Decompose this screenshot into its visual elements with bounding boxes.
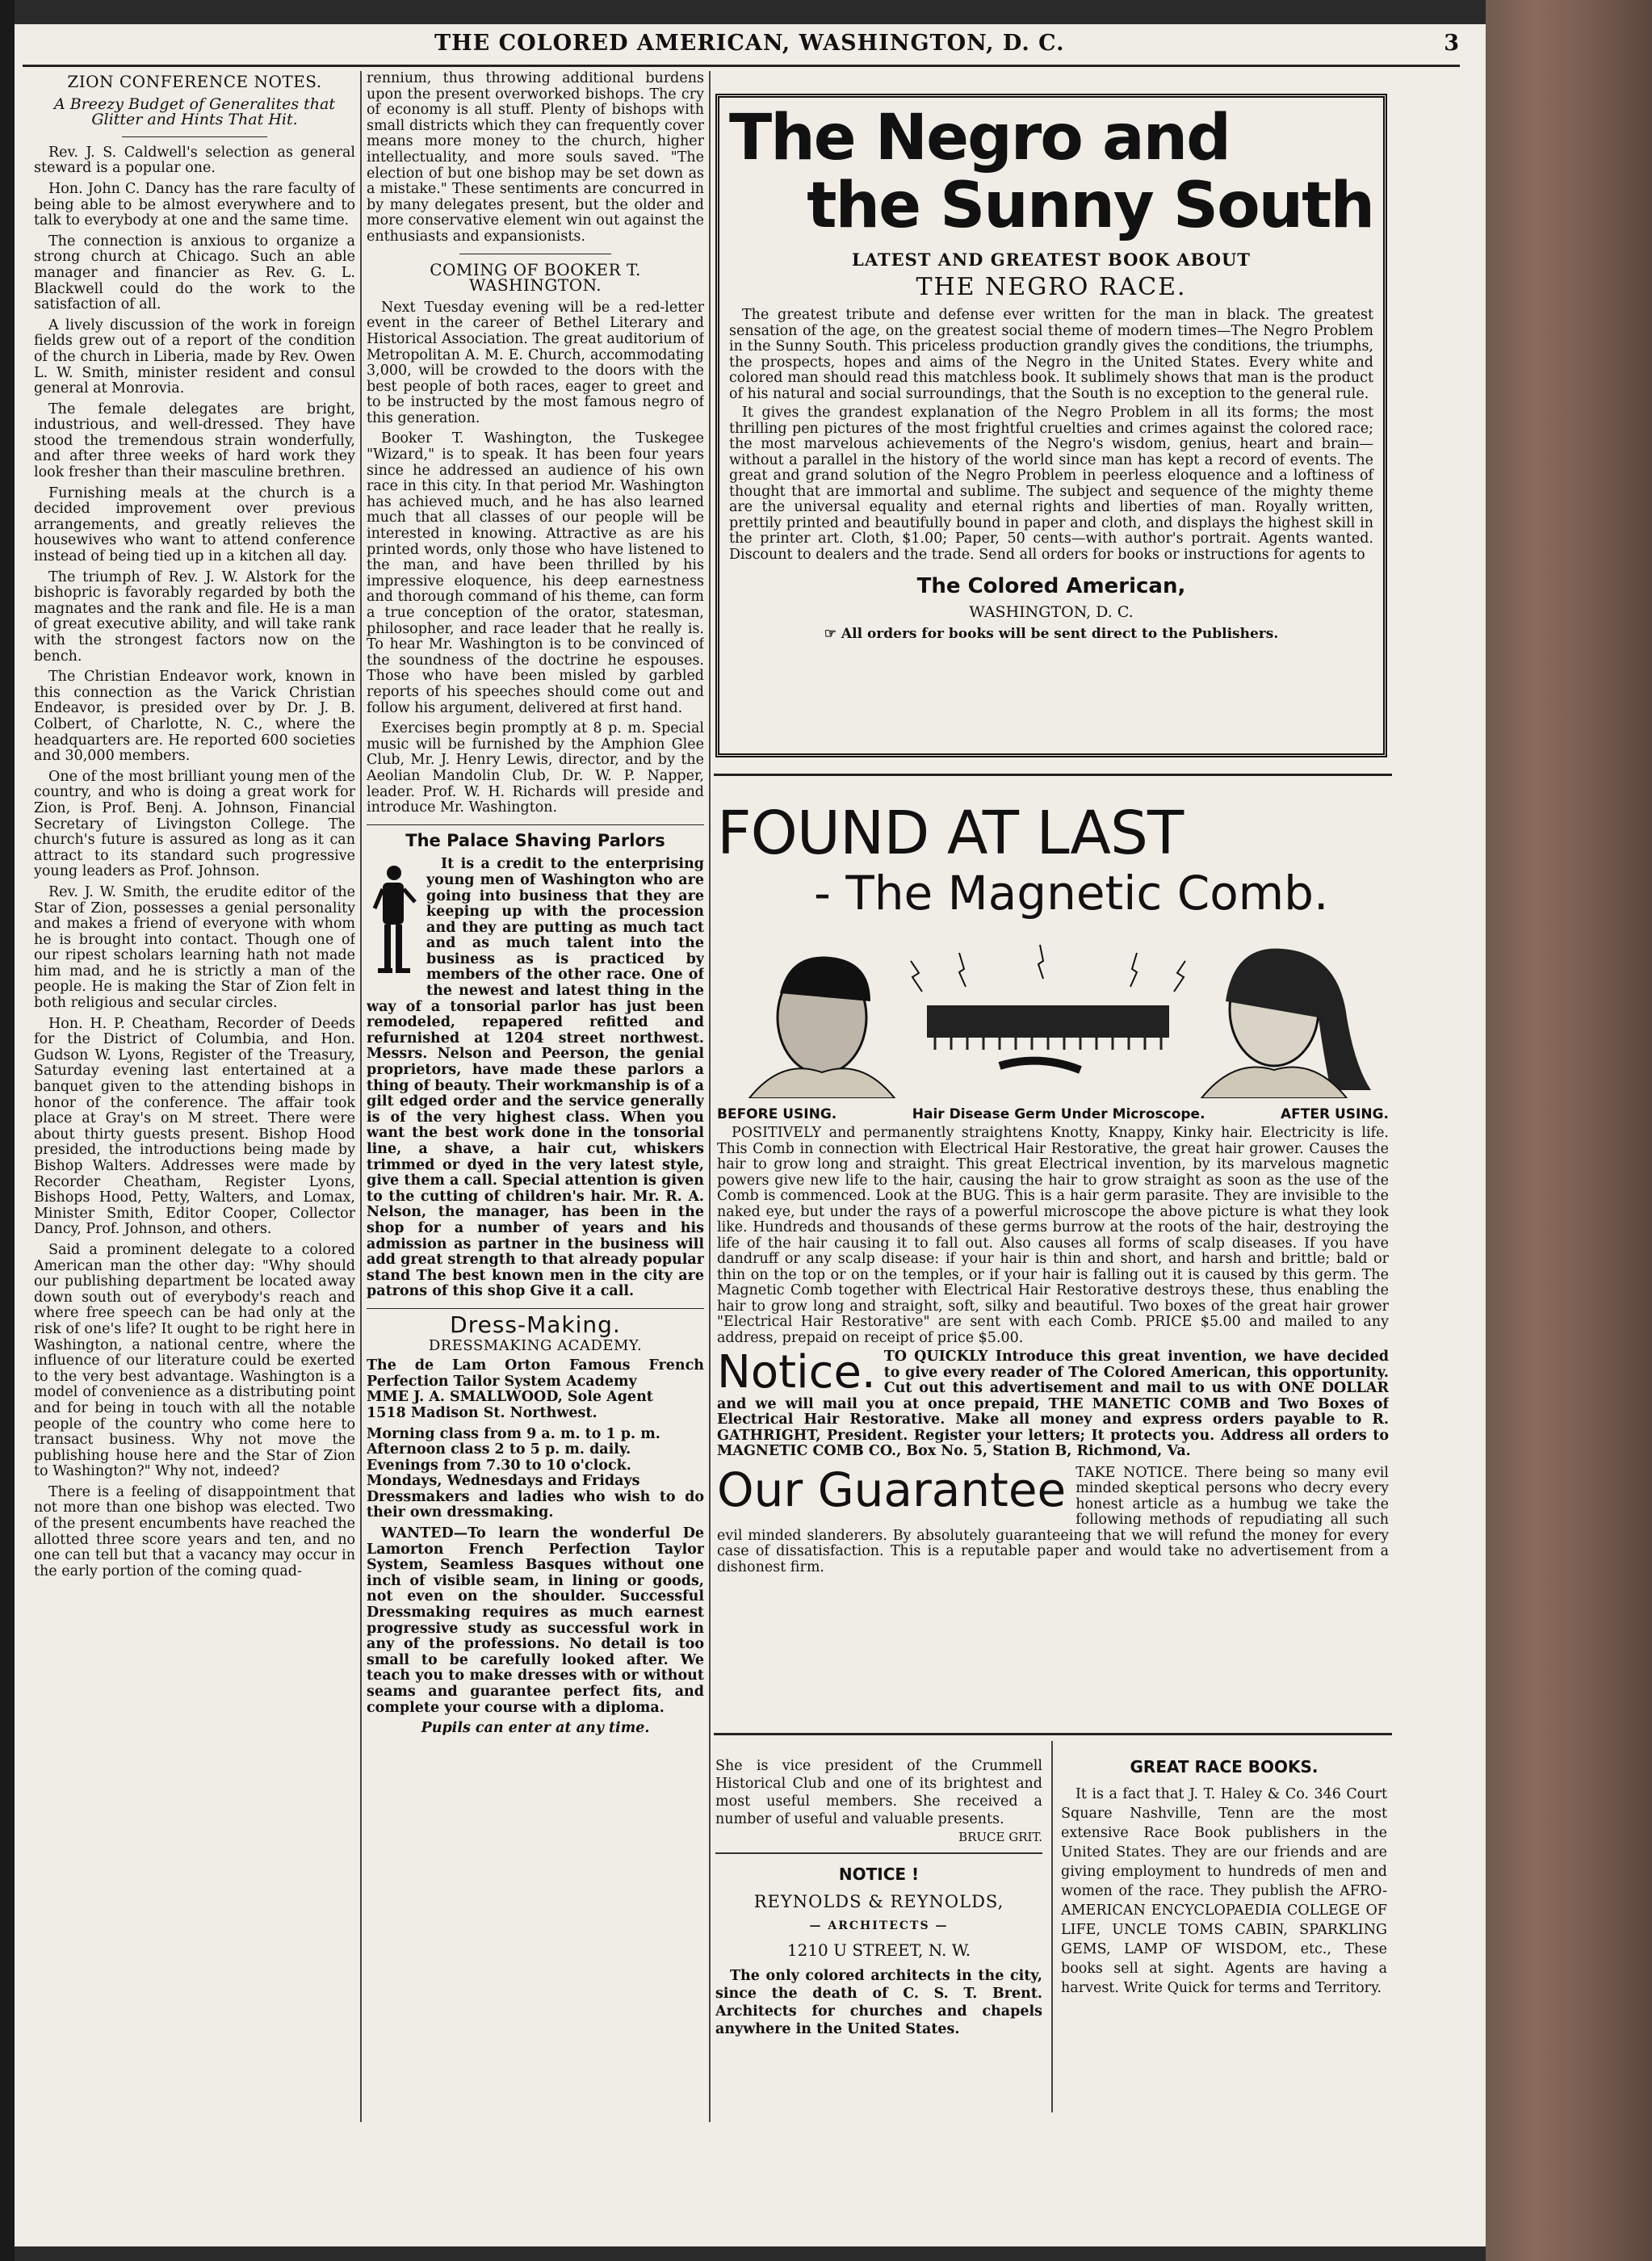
dress-line: 1518 Madison St. Northwest.	[367, 1404, 597, 1421]
booker-paragraph: Exercises begin promptly at 8 p. m. Special music will be furnished by the Amphion Glee Club, Mr. J. Henry Lewis, director, and by the Aeolian Mandolin Club, Dr. W. P. Napper, leader. Prof. W. H. Richards will preside and introduce Mr. Washington.	[367, 720, 704, 816]
comb-illustration	[717, 929, 1389, 1098]
zion-subtitle: A Breezy Budget of Generalites that Glitter and Hints That Hit.	[53, 94, 335, 129]
column-zion-notes	[34, 71, 355, 2122]
caption-before: BEFORE USING.	[717, 1106, 837, 1122]
book-city: WASHINGTON, D. C.	[969, 603, 1134, 621]
book-orders	[729, 626, 1373, 642]
dress-academy: DRESSMAKING ACADEMY.	[428, 1336, 643, 1354]
pointing-hand-icon: ☞	[824, 626, 841, 642]
firm-name: REYNOLDS & REYNOLDS,	[753, 1892, 1004, 1911]
separator	[367, 1308, 704, 1309]
masthead-header	[338, 31, 1460, 60]
comb-notice-block	[717, 1349, 1389, 1462]
notice-title: NOTICE !	[838, 1865, 920, 1884]
dress-line: The de Lam Orton Famous French Perfection Tailor System Academy	[367, 1357, 704, 1390]
dress-line: Mondays, Wednesdays and Fridays	[367, 1473, 640, 1490]
comb-captions	[717, 1106, 1389, 1122]
comb-title: - The Magnetic Comb.	[814, 866, 1329, 921]
page-number: 3	[1444, 31, 1460, 56]
zion-paragraph: Hon. H. P. Cheatham, Recorder of Deeds for the District of Columbia, and Hon. Gudson W. Lyons, Register of the Treasury, Saturday evening last entertained at a banquet given to the attending bishops in honor of the conference. The affair took place at Gray's on M street. There were about thirty guests present. Bishop Hood presided, the introductions being made by Bishop Walters. Addresses were made by Recorder Cheatham, Register Lyons, Bishops Hood, Petty, Walters, and Lomax, Minister Smith, Editor Cooper, Collector Dancy, Prof. Johnson, and others.	[34, 1015, 355, 1238]
column-rule	[360, 71, 362, 2122]
zion-title: ZION CONFERENCE NOTES.	[67, 72, 322, 91]
zion-paragraph: The connection is anxious to organize a strong church at Chicago. Such an able manager and financier as Rev. G. L. Blackwell could do the work to the satisfaction of all.	[34, 233, 355, 313]
zion-paragraph: The female delegates are bright, industrious, and well-dressed. They have stood the tremendous strain wonderfully, and after three weeks of hard work they look fresher than their masculine brethren.	[34, 401, 355, 481]
ad-magnetic-comb	[717, 801, 1389, 1714]
zion-paragraph: One of the most brilliant young men of the country, and who is doing a great work for Zion, is Prof. Benj. A. Johnson, Financial Secretary of Livingston College. The church's future is assured as long as it can attract to its standard such progressive young leaders as Prof. Johnson.	[34, 768, 355, 880]
book-race: THE NEGRO RACE.	[916, 273, 1187, 301]
zion-paragraph: Furnishing meals at the church is a decided improvement over previous arrangements, and greatly relieves the housewives who want to attend conference instead of being tied up in a kitchen all day.	[34, 484, 355, 565]
scan-border-left	[0, 0, 15, 2261]
column-booker	[367, 71, 704, 2122]
race-books-text: It is a fact that J. T. Haley & Co. 346 Court Square Nashville, Tenn are the most extensive Race Book publishers in the United States. They are our friends and are giving employment to hundreds of men and women of the race. They publish the AFRO-AMERICAN ENCYCLOPAEDIA COLLEGE OF LIFE, UNCLE TOMS CABIN, SPARKLING GEMS, LAMP OF WISDOM, etc., These books sell at sight. Agents are having a harvest. Write Quick for terms and Territory.	[1061, 1786, 1387, 1996]
dress-line: Evenings from 7.30 to 10 o'clock.	[367, 1457, 631, 1474]
zion-paragraph: Rev. J. W. Smith, the erudite editor of the Star of Zion, possesses a genial personality and makes a friend of everyone with whom he is brought into contact. Though one of our ripest scholars learning hath not made him mad, and he is strictly a man of the people. He is making the Star of Zion felt in both religious and secular circles.	[34, 883, 355, 1012]
firm-text: The only colored architects in the city, since the death of C. S. T. Brent. Architects for churches and chapels anywhere in the United States.	[715, 1968, 1042, 2037]
booker-paragraph: Booker T. Washington, the Tuskegee "Wizard," is to speak. It has been four years since he addressed an audience of his own race in this city. In that period Mr. Washington has achieved much, and he has also learned much that all classes of our people will be interested in knowing. Attractive as are his printed words, only those who have listened to the man, and have been thrilled by his impressive eloquence, his deep earnestness and thorough command of his theme, can form a true conception of the orator, statesman, philosopher, and race leader that he really is. To hear Mr. Washington is to be convinced of the soundness of the doctrine he espouses. Those who have been misled by garbled reports of his speeches should come out and follow his argument, delivered at first hand.	[367, 430, 704, 716]
book-publisher: The Colored American,	[916, 574, 1186, 598]
zion-paragraph: The triumph of Rev. J. W. Alstork for the bishopric is favorably regarded by both the magnates and the rank and file. He is a man of great executive ability, and will take rank with the strongest factors now on the bench.	[34, 568, 355, 665]
ad-negro-sunny-south	[715, 94, 1387, 757]
booker-paragraph: Next Tuesday evening will be a red-letter event in the career of Bethel Literary and Historical Association. The great auditorium of Metropolitan A. M. E. Church, accommodating 3,000, will be crowded to the doors with the best people of both races, eager to greet and to be instructed by the most famous negro of this generation.	[367, 299, 704, 426]
separator	[715, 1852, 1042, 1854]
ad-rule	[714, 1733, 1392, 1735]
barber-illustration	[367, 860, 418, 981]
notice-word: Notice.	[717, 1349, 876, 1399]
dress-line: MME J. A. SMALLWOOD, Sole Agent	[367, 1389, 653, 1406]
palace-text: It is a credit to the enterprising young men of Washington who are going into business that they are keeping up with the procession and they are putting as much tact and as much talent into the business as is practiced by members of the other race. One of the newest and latest thing in the way of a tonsorial parlor has just been remodeled, repapered refitted and refurnished at 1204 street northwest. Messrs. Nelson and Peerson, the genial proprietors, have made these parlors a thing of beauty. Their workmanship is of a gilt edged order and the service generally is of the very highest class. When you want the best work done in the tonsorial line, a shave, a hair cut, whiskers trimmed or dyed in the very latest style, give them a call. Special attention is given to the cutting of children's hair. Mr. R. A. Nelson, the manager, has been in the shop for a number of years and his admission as partner in the business will add great strength to that already popular stand The best known men in the city are patrons of this shop Give it a call.	[367, 856, 704, 1300]
grit-text: She is vice president of the Crummell Historical Club and one of its brightest and most useful members. She received a number of useful and valuable presents.	[715, 1758, 1042, 1827]
palace-title: The Palace Shaving Parlors	[405, 830, 665, 850]
book-orders-text: All orders for books will be sent direct to the Publishers.	[841, 626, 1279, 642]
architects-label: — ARCHITECTS —	[809, 1919, 949, 1932]
continuation-paragraph: rennium, thus throwing additional burdens upon the present overworked bishops. The cry of economy is all stuff. Plenty of bishops with small districts which they can frequently cover means more money to the church, higher intellectuality, and more souls saved. "The election of but one bishop may be set down as a mistake." These sentiments are concurred in by many delegates present, but the older and more conservative element win out against the enthusiasts and expansionists.	[367, 71, 704, 245]
zion-paragraph: The Christian Endeavor work, known in this connection as the Varick Christian Endeavor, is presided over by Dr. J. B. Colbert, of Charlotte, N. C., where the headquarters are. He reported 600 societies and 30,000 members.	[34, 669, 355, 765]
book-paragraph: It gives the grandest explanation of the Negro Problem in all its forms; the most thrilling pen pictures of the most frightful cruelties and crimes against the colored race; the most marvelous achievements of the Negro's wisdom, genius, heart and brain—without a parallel in the history of the world since man has kept a record of events. The great and grand solution of the Negro Problem in peerless eloquence and a loftiness of thought that are immortal and sublime. The subject and sequence of the mighty theme are the universal equality and eternal rights and liberties of man. Royally written, prettily printed and beautifully bound in paper and cloth, and displays the highest skill in the printer art. Cloth, $1.00; Paper, 50 cents—with author's portrait. Agents wanted. Discount to dealers and the trade. Send all orders for books or instructions for agents to	[729, 405, 1373, 563]
grit-signature: BRUCE GRIT.	[958, 1830, 1042, 1844]
ad-reynolds-architects	[715, 1757, 1042, 2112]
zion-paragraph: Hon. John C. Dancy has the rare faculty of being able to be almost everywhere and to talk to everybody at one and the same time.	[34, 180, 355, 229]
zion-paragraph: A lively discussion of the work in foreign fields grew out of a report of the condition of the church in Liberia, made by Rev. Owen L. W. Smith, minister resident and consul general at Monrovia.	[34, 317, 355, 397]
ad-rule	[714, 774, 1392, 776]
dress-line: Dressmakers and ladies who wish to do their own dressmaking.	[367, 1488, 704, 1521]
booker-title: COMING OF BOOKER T. WASHINGTON.	[430, 259, 641, 296]
column-rule	[709, 71, 711, 2122]
comb-paragraph: POSITIVELY and permanently straightens Knotty, Knappy, Kinky hair. Electricity is life. This Comb in connection with Electrical Hair Restorative, the great hair grower. Causes the hair to grow long and straight. This great Electrical invention, by its marvelous magnetic powers give new life to the hair, causing the hair to grow straight as soon as the use of the Comb is commenced. Look at the BUG. This is a hair germ parasite. They are invisible to the naked eye, but under the rays of a powerful microscope the above picture is what they look like. Hundreds and thousands of these germs burrow at the roots of the hair, destroying the life of the hair causing it to fall out. Also causes all forms of scalp diseases. If you have dandruff or any scalp disease: if your hair is thin and short, and harsh and brittle; bald or thin on the top or on the temples, or if your hair is falling out it is caused by this germ. The Magnetic Comb together with Electrical Hair Restorative destroys these, thus enabling the hair to grow long and straight, soft, silky and beautiful. Two boxes of the great hair grower "Electrical Hair Restorative" are sent with each Comb. PRICE $5.00 and mailed to any address, prepaid on receipt of price $5.00.	[717, 1125, 1389, 1346]
dress-line: Morning class from 9 a. m. to 1 p. m.	[367, 1425, 660, 1442]
caption-germ: Hair Disease Germ Under Microscope.	[912, 1106, 1205, 1122]
separator	[122, 136, 266, 137]
masthead-title: THE COLORED AMERICAN, WASHINGTON, D. C.	[434, 31, 1065, 56]
dress-title: Dress-Making.	[450, 1311, 621, 1338]
pupils-line: Pupils can enter at any time.	[421, 1720, 650, 1737]
newspaper-page	[15, 24, 1486, 2246]
separator	[367, 824, 704, 825]
ad-great-race-books	[1061, 1757, 1387, 2112]
dress-line: Afternoon class 2 to 5 p. m. daily.	[367, 1441, 631, 1458]
header-rule	[23, 65, 1460, 67]
book-title-line1: The Negro and	[729, 102, 1231, 174]
comb-found: FOUND AT LAST	[717, 801, 1184, 868]
book-paragraph: The greatest tribute and defense ever written for the man in black. The greatest sensation of the age, on the greatest social theme of modern times—The Negro Problem in the Sunny South. This priceless production grandly gives the conditions, the triumphs, the prospects, hopes and aims of the Negro in the United States. Every white and colored man should read this matchless book. It sublimely shows that man is the product of his natural and social surroundings, that the South is no exception to the general rule.	[729, 307, 1373, 402]
book-title-line2: the Sunny South	[807, 170, 1373, 242]
notice-text: TO QUICKLY Introduce this great invention, we have decided to give every reader of The Colored American, this opportunity. Cut out this advertisement and mail to us with ONE DOLLAR and we will mail you at once prepaid, THE MANETIC COMB and Two Boxes of Electrical Hair Restorative. Make all money and express orders payable to R. GATHRIGHT, President. Register your letters; It protects you. Address all orders to MAGNETIC COMB CO., Box No. 5, Station B, Richmond, Va.	[717, 1349, 1389, 1459]
caption-after: AFTER USING.	[1281, 1106, 1389, 1122]
zion-paragraph: There is a feeling of disappointment that not more than one bishop was elected. Two of the present encumbents have reached the allotted three score years and ten, and no one can tell but that a vacancy may occur in the early portion of the coming quad-	[34, 1483, 355, 1579]
comb-guarantee-block	[717, 1466, 1389, 1579]
wanted-text: WANTED—To learn the wonderful De Lamorton French Perfection Taylor System, Seamless Basques without one inch of visible seam, in lining or goods, not even on the shoulder. Successful Dressmaking requires as much earnest progressive study as successful work in any of the professions. No detail is too small to be carefully looked after. We teach you to make dresses with or without seams and guarantee perfect fits, and complete your course with a diploma.	[367, 1525, 704, 1716]
book-latest: LATEST AND GREATEST BOOK ABOUT	[852, 250, 1251, 270]
guarantee-word: Our Guarantee	[717, 1465, 1067, 1517]
race-books-title: GREAT RACE BOOKS.	[1130, 1757, 1319, 1776]
firm-address: 1210 U STREET, N. W.	[786, 1940, 971, 1960]
guarantee-text: TAKE NOTICE. There being so many evil minded skeptical persons who decry every honest article as a humbug we take the following methods of repudiating all such evil minded slanderers. By absolutely guaranteeing that we will refund the money for every case of dissatisfaction. This is a reputable paper and would take no advertisement from a dishonest firm.	[717, 1465, 1389, 1575]
zion-paragraph: Rev. J. S. Caldwell's selection as general steward is a popular one.	[34, 144, 355, 177]
page-edge-stack	[1486, 0, 1652, 2261]
zion-paragraph: Said a prominent delegate to a colored American man the other day: "Why should our publishing department be located away down south out of everybody's reach and where free speech can be had only at the risk of one's life? It ought to be right here in Washington, a national centre, where the influence of our literature could be exerted to the very best advantage. Washington is a model of convenience as a distributing point and for being in touch with all the notable people of the country who come here to transact business. Why not move the publishing house here and the Star of Zion to Washington?" Why not, indeed?	[34, 1241, 355, 1480]
column-rule	[1051, 1741, 1053, 2112]
